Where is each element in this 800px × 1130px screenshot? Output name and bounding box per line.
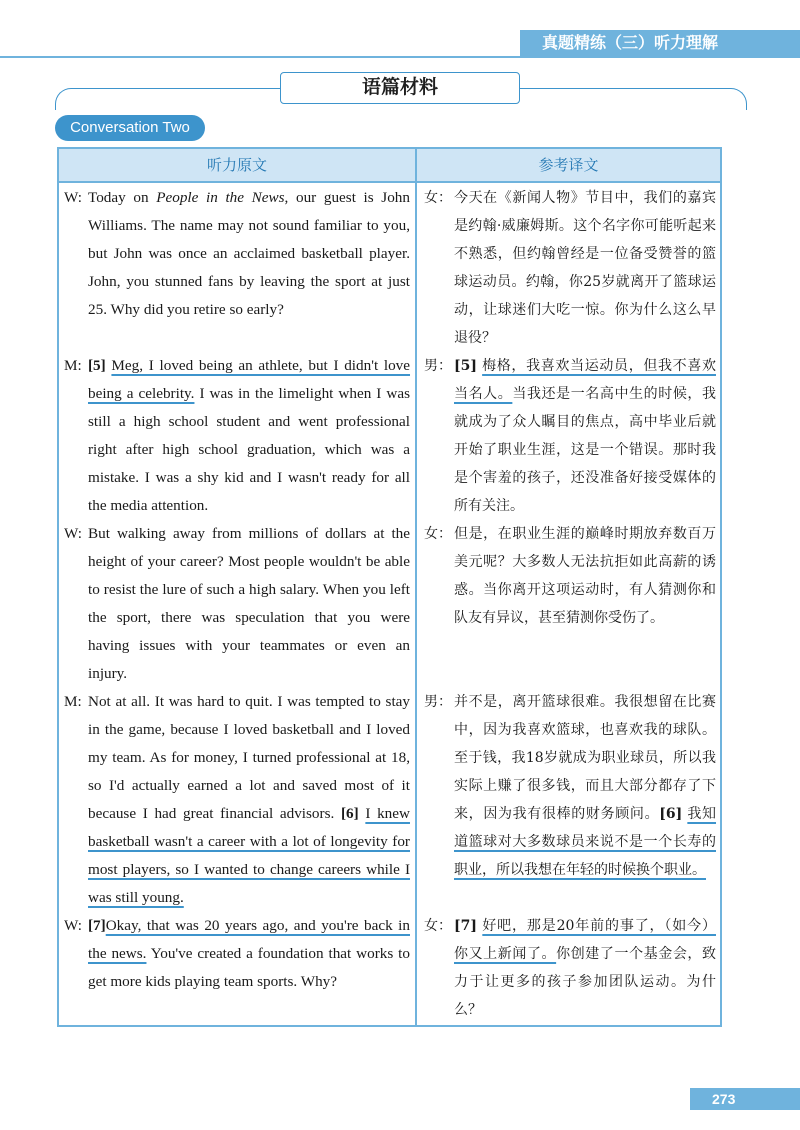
program-title: People in the News — [156, 189, 285, 206]
section-title: 语篇材料 — [280, 72, 520, 104]
en-turn-3 — [64, 520, 410, 688]
question-marker: [6] — [340, 805, 359, 822]
conversation-label: Conversation Two — [55, 115, 205, 141]
zh-turn-text: [7] 好吧，那是20年前的事了，（如今）你又上新闻了。你创建了一个基金会，致力于让更多的孩子参加团队运动。为什么？ — [454, 918, 717, 1018]
speaker-label: W: — [64, 525, 82, 542]
zh-turn-text: 但是，在职业生涯的巅峰时期放弃数百万美元呢？大多数人无法抗拒如此高薪的诱惑。当你离开这项运动时，有人猜测你和队友有异议，甚至猜测你受伤了。 — [454, 526, 716, 626]
header-rule — [0, 56, 800, 58]
zh-turn-1 — [424, 184, 716, 352]
answer-underline: 好吧，那是20年前的事了，（如今）你又上新闻了。 — [454, 918, 716, 962]
answer-underline: 我知道篮球对大多数球员来说不是一个长寿的职业，所以我想在年轻的时候换个职业。 — [454, 806, 717, 878]
answer-underline: Meg, I loved being an athlete, but I didn't love being a celebrity. — [88, 357, 411, 402]
en-turn-text: [7]Okay, that was 20 years ago, and you're back in the news. You've created a foundation that works to get more kids playing team sports. Why? — [88, 917, 410, 990]
question-marker: [5] — [88, 357, 106, 374]
column-header-original: 听力原文 — [206, 156, 267, 174]
speaker-label: W: — [64, 917, 82, 934]
en-turn-text: Today on People in the News, our guest is John Williams. The name may not sound familiar to you, but John was once an acclaimed basketball player. John, you stunned fans by leaving the sport at just 25. Why did you retire so early? — [88, 189, 410, 318]
speaker-label: 女： — [424, 190, 452, 206]
chapter-header: 真题精练（三）听力理解 — [520, 30, 800, 56]
speaker-label: 男： — [424, 358, 452, 374]
zh-turn-text: 今天在《新闻人物》节目中，我们的嘉宾是约翰·威廉姆斯。这个名字你可能听起来不熟悉，但约翰曾经是一位备受赞誉的篮球运动员。约翰，你25岁就离开了篮球运动，让球迷们大吃一惊。你为什么这么早退役？ — [454, 190, 716, 346]
en-turn-5 — [64, 912, 410, 996]
table-header-divider — [59, 181, 720, 183]
speaker-label: W: — [64, 189, 82, 206]
question-marker: [6] — [659, 806, 683, 822]
question-marker: [7] — [88, 917, 106, 934]
speaker-label: M: — [64, 693, 82, 710]
zh-turn-text: [5] 梅格，我喜欢当运动员，但我不喜欢当名人。当我还是一名高中生的时候，我就成为了众人瞩目的焦点，高中毕业后就开始了职业生涯，这是一个错误。那时我是个害羞的孩子，还没准备好接受媒体的所有关注。 — [454, 358, 717, 514]
page-number: 273 — [690, 1088, 800, 1110]
zh-turn-text: 并不是，离开篮球很难。我很想留在比赛中，因为我喜欢篮球，也喜欢我的球队。至于钱，我18岁就成为职业球员，所以我实际上赚了很多钱，而且大部分都存了下来，因为我有很棒的财务顾问。[6] 我知道篮球对大多数球员来说不是一个长寿的职业，所以我想在年轻的时候换个职业。 — [454, 694, 717, 878]
question-marker: [7] — [454, 918, 477, 934]
zh-turn-2 — [424, 352, 716, 520]
speaker-label: 女： — [424, 918, 452, 934]
answer-underline: Okay, that was 20 years ago, and you're back in the news. — [88, 917, 410, 962]
zh-turn-5 — [424, 912, 716, 1024]
en-turn-1 — [64, 184, 410, 324]
answer-underline: I knew basketball wasn't a career with a lot of longevity for most players, so I wanted to change careers while I was still young. — [88, 805, 410, 906]
en-turn-text: Not at all. It was hard to quit. I was tempted to stay in the game, because I loved basketball and I loved my team. As for money, I turned professional at 18, so I'd actually earned a lot and saved most of it because I had great financial advisors. [6] I knew basketball wasn't a career with a lot of longevity for most players, so I wanted to change careers while I was still young. — [88, 693, 410, 906]
en-turn-2 — [64, 352, 410, 520]
speaker-label: M: — [64, 357, 82, 374]
zh-turn-4 — [424, 688, 716, 884]
en-turn-text: [5] Meg, I loved being an athlete, but I didn't love being a celebrity. I was in the limelight when I was still a high school student and went professional right after high school graduation, which was a mistake. I was a shy kid and I wasn't ready for all the media attention. — [88, 357, 411, 514]
en-turn-text: But walking away from millions of dollars at the height of your career? Most people wouldn't be able to resist the lure of such a high salary. When you left the sport, there was speculation that you were having issues with your teammates or even an injury. — [88, 525, 410, 682]
speaker-label: 男： — [424, 694, 452, 710]
en-turn-4 — [64, 688, 410, 912]
zh-turn-3 — [424, 520, 716, 632]
column-divider — [415, 148, 417, 1026]
column-header-translation: 参考译文 — [538, 156, 599, 174]
answer-underline: 梅格，我喜欢当运动员，但我不喜欢当名人。 — [454, 358, 716, 402]
question-marker: [5] — [454, 358, 477, 374]
speaker-label: 女： — [424, 526, 452, 542]
